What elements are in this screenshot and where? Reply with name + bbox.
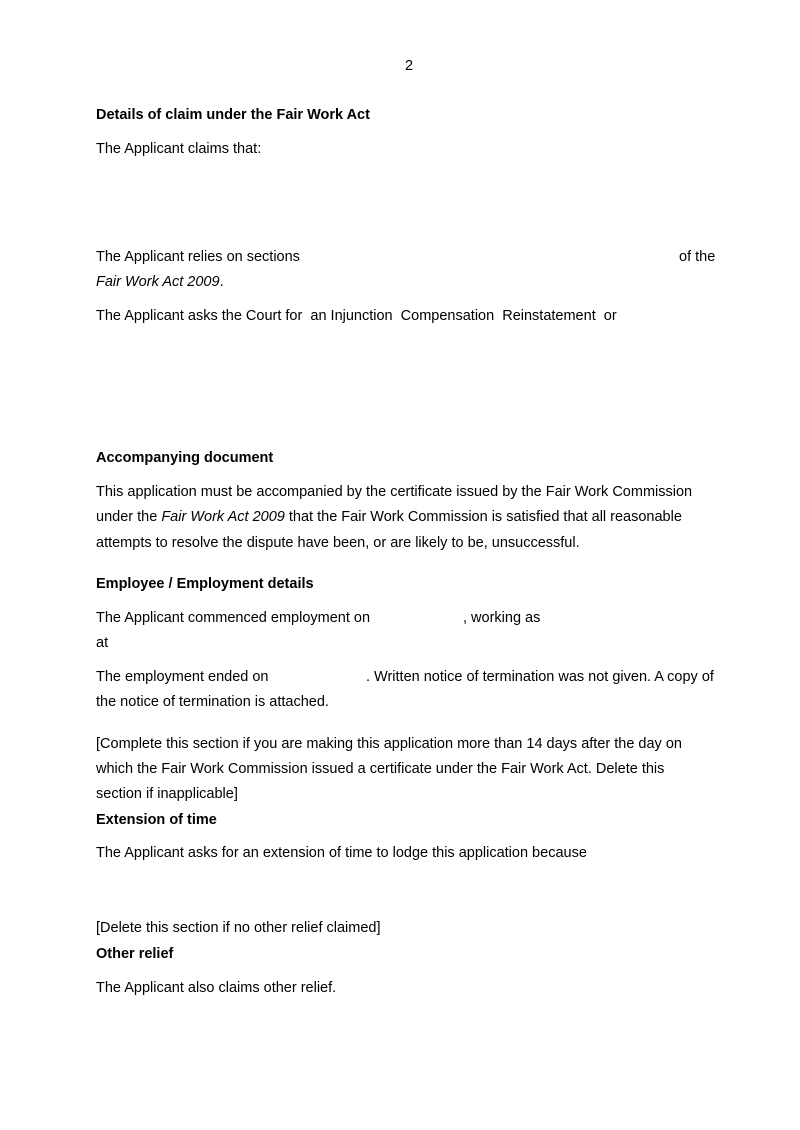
act-name: Fair Work Act 2009	[96, 274, 220, 290]
accompanying-line-1: This application must be accompanied by the certificate issued by the Fair Work Commission	[96, 484, 693, 500]
ended-line-2: the notice of termination is attached.	[96, 694, 329, 710]
act-period: .	[219, 274, 224, 290]
commenced-prefix: The Applicant commenced employment on	[96, 610, 371, 626]
accompanying-act-name: Fair Work Act 2009	[161, 509, 285, 525]
accompanying-line-3: attempts to resolve the dispute have been, or are likely to be, unsuccessful.	[96, 535, 580, 551]
extension-note-line-2: which the Fair Work Commission issued a certificate under the Fair Work Act. Delete this	[96, 761, 665, 777]
extension-heading: Extension of time	[96, 812, 217, 828]
other-relief-note: [Delete this section if no other relief claimed]	[96, 920, 381, 936]
relies-prefix: The Applicant relies on sections	[96, 249, 300, 265]
extension-text: The Applicant asks for an extension of time to lodge this application because	[96, 845, 587, 861]
employment-heading: Employee / Employment details	[96, 576, 314, 592]
employment-at-label: at	[96, 635, 109, 651]
claim-intro: The Applicant claims that:	[96, 141, 262, 157]
other-relief-heading: Other relief	[96, 946, 174, 962]
accompanying-line-2-suffix: that the Fair Work Commission is satisfied that all reasonable	[284, 509, 682, 525]
claim-heading: Details of claim under the Fair Work Act	[96, 107, 370, 123]
page-number: 2	[404, 58, 414, 74]
extension-note-line-1: [Complete this section if you are making this application more than 14 days after the day on	[96, 736, 682, 752]
accompanying-line-2	[96, 509, 682, 525]
relies-suffix: of the	[679, 249, 716, 265]
act-name-line	[96, 274, 224, 290]
ended-suffix: . Written notice of termination was not given. A copy of	[366, 669, 714, 685]
accompanying-line-2-prefix: under the	[96, 509, 162, 525]
accompanying-heading: Accompanying document	[96, 450, 274, 466]
ended-prefix: The employment ended on	[96, 669, 269, 685]
asks-court-text: The Applicant asks the Court for an Injunction Compensation Reinstatement or	[96, 308, 617, 324]
extension-note-line-3: section if inapplicable]	[96, 786, 238, 802]
commenced-working-as: , working as	[463, 610, 541, 626]
other-relief-text: The Applicant also claims other relief.	[96, 980, 337, 996]
